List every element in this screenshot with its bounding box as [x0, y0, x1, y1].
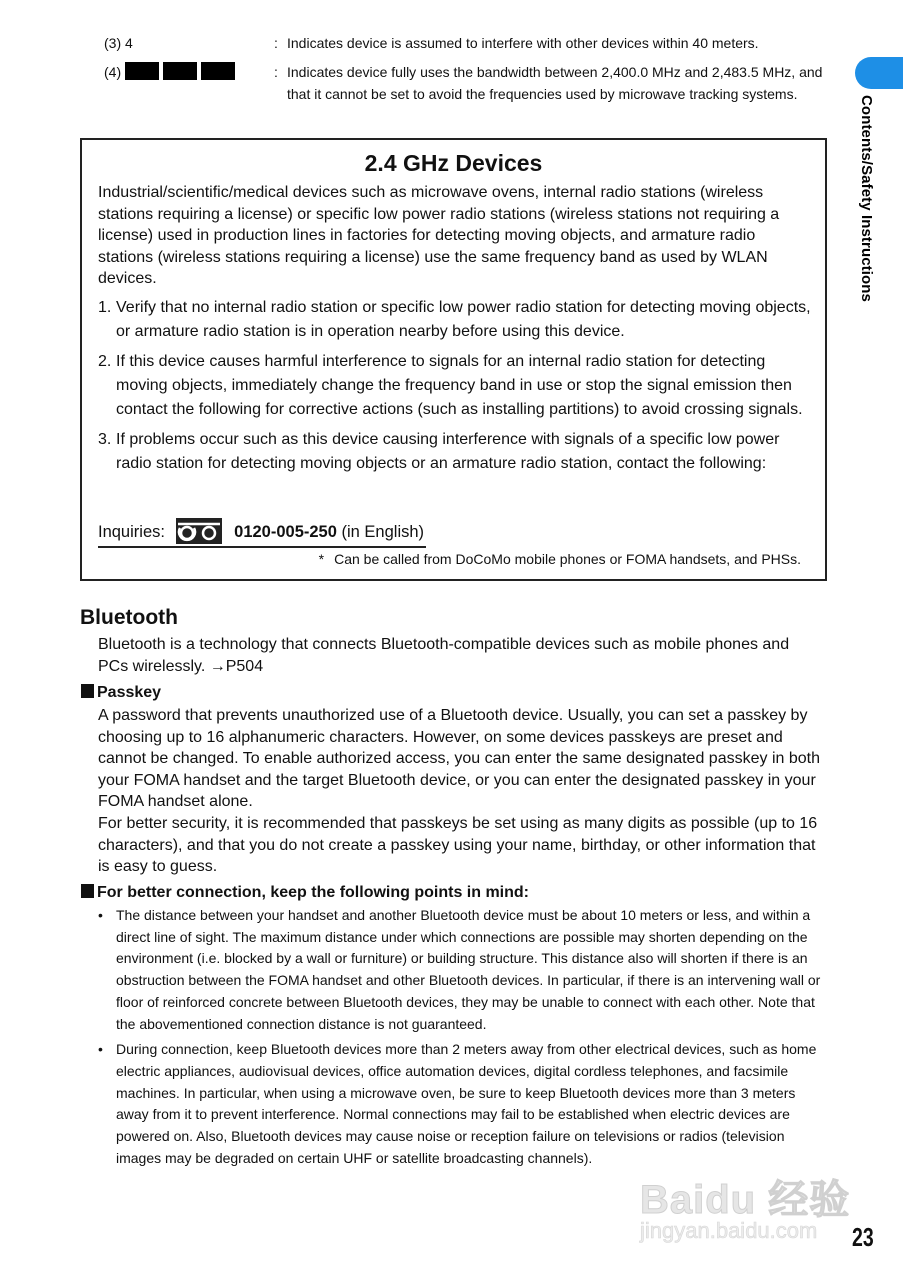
connection-heading: [81, 882, 529, 904]
definition-colon: :: [274, 64, 278, 80]
ghz-devices-box: [80, 138, 827, 581]
bullet-icon: •: [98, 907, 103, 923]
square-bullet-icon: [81, 884, 94, 898]
free-dial-icon: [176, 518, 222, 544]
list-item: [98, 905, 828, 1035]
square-bullet-icon: [81, 684, 94, 698]
list-item: [98, 296, 818, 344]
phone-number: 0120-005-250: [234, 523, 337, 541]
connection-heading-text: For better connection, keep the following points in mind:: [97, 884, 529, 901]
section-tab-marker: [855, 57, 903, 89]
redacted-block: [125, 62, 159, 80]
watermark-url: jingyan.baidu.com: [640, 1218, 818, 1243]
redacted-block: [163, 62, 197, 80]
redacted-block: [201, 62, 235, 80]
list-item: [98, 350, 818, 422]
list-item: [98, 428, 818, 476]
list-text: During connection, keep Bluetooth devices more than 2 meters away from other electrical devices, such as home electric appliances, audiovisual devices, office automation devices, digital cordless telephones, and facsimile machines. In particular, when using a microwave oven, be sure to keep Bluetooth devices more than 3 meters away from it to prevent interference. Normal connections may fail to be established when electric devices are powered on. Also, Bluetooth devices may cause noise or reception failure on televisions or radios (television images may be degraded on certain UHF or satellite broadcasting channels).: [116, 1041, 817, 1166]
bluetooth-intro: Bluetooth is a technology that connects Bluetooth-compatible devices such as mobile phones and PCs wirelessly. →P504: [98, 636, 790, 675]
definition-colon: :: [274, 35, 278, 51]
box-title: 2.4 GHz Devices: [364, 150, 543, 176]
footnote-marker: *: [318, 551, 325, 567]
passkey-paragraph: For better security, it is recommended that passkeys be set using as many digits as possible (up to 16 characters), and that you do not create a passkey using your name, birthday, or other information that is easy to guess.: [98, 814, 818, 876]
inquiries-label: Inquiries:: [98, 523, 165, 541]
passkey-paragraph: A password that prevents unauthorized use of a Bluetooth device. Usually, you can set a passkey by choosing up to 16 alphanumeric characters. However, on some devices passkeys are preset and cannot be changed. To enable authorized access, you can enter the same designated passkey in both your FOMA handset and the target Bluetooth device, or you can enter the designated passkey in your FOMA handset alone.: [98, 707, 820, 811]
page-number: 23: [852, 1222, 874, 1252]
definition-term: (3) 4: [104, 35, 133, 51]
list-text: If this device causes harmful interference to signals for an internal radio station for detecting moving objects, immediately change the frequency band in use or stop the signal emission then contact the following for corrective actions (such as installing partitions) to avoid crossing signals.: [116, 353, 803, 418]
footnote-text: Can be called from DoCoMo mobile phones or FOMA handsets, and PHSs.: [334, 551, 801, 567]
passkey-heading-text: Passkey: [97, 684, 162, 701]
list-text: Verify that no internal radio station or specific low power radio station for detecting moving objects, or armature radio station is in operation nearby before using this device.: [116, 299, 811, 340]
passkey-heading: [81, 682, 161, 704]
phone-note: (in English): [341, 523, 425, 541]
list-number: 3.: [98, 431, 112, 448]
definition-term: [104, 61, 274, 83]
footnote: [319, 549, 801, 569]
bluetooth-heading: Bluetooth: [80, 606, 178, 629]
box-intro: Industrial/scientific/medical devices such as microwave ovens, internal radio stations (wireless stations requiring a license) or specific low power radio stations (wireless stations not requiring a license) used in production lines in factories for detecting moving objects, and armature radio stations (wireless stations requiring a license) use the same frequency band as used by WLAN devices.: [98, 184, 780, 288]
definition-term-label: (4): [104, 64, 122, 80]
inquiry-line: [98, 518, 426, 548]
bullet-icon: •: [98, 1041, 103, 1058]
connection-tips-list: [98, 905, 828, 1173]
instruction-list: [98, 296, 818, 482]
list-number: 1.: [98, 299, 112, 316]
section-label: Contents/Safety Instructions: [858, 95, 875, 302]
list-text: The distance between your handset and another Bluetooth device must be about 10 meters or less, and within a direct line of sight. The maximum distance under which connections are possible may shorten depending on the environment (i.e. blocked by a wall or furniture) or building structure. This distance also will shorten if there is an obstruction between the FOMA handset and other Bluetooth devices. In particular, if there is an intervening wall or floor of reinforced concrete between Bluetooth devices, they may be unable to connect with each other. Note that the abovementioned connection distance is not guaranteed.: [116, 907, 821, 1032]
passkey-text: [98, 705, 828, 878]
list-text: If problems occur such as this device causing interference with signals of a specific low power radio station for detecting moving objects or an armature radio station, contact the following:: [116, 431, 780, 472]
list-number: 2.: [98, 353, 112, 370]
watermark-logo: Baidu 经验: [640, 1178, 851, 1222]
list-item: [98, 1039, 828, 1169]
definition-text: Indicates device is assumed to interfere with other devices within 40 meters.: [287, 35, 759, 51]
definition-text: Indicates device fully uses the bandwidth between 2,400.0 MHz and 2,483.5 MHz, and that it cannot be set to avoid the frequencies used by microwave tracking systems.: [287, 64, 823, 102]
